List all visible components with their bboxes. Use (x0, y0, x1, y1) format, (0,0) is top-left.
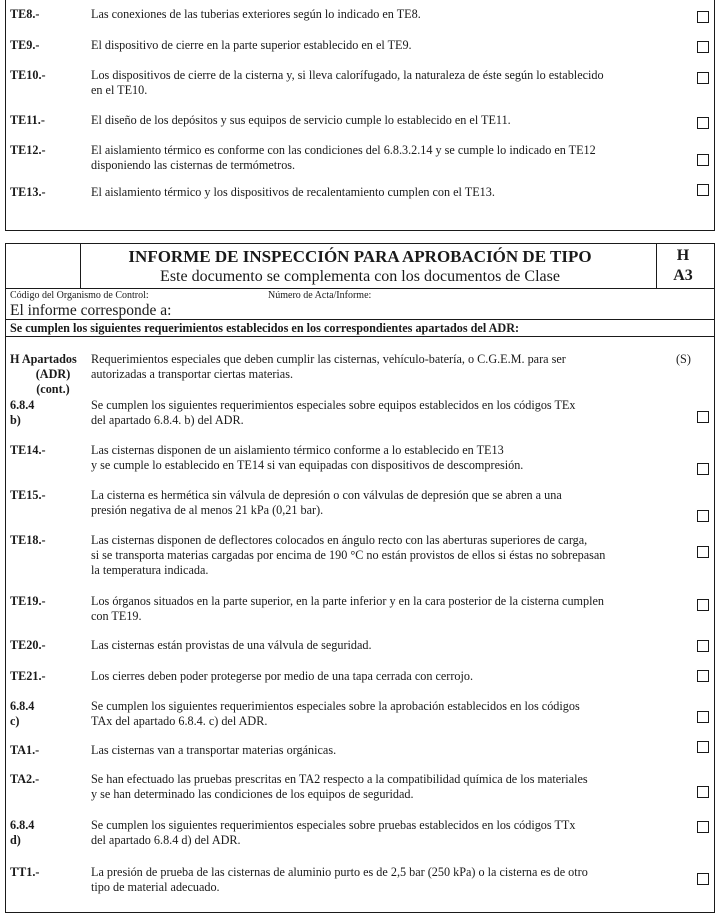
item-text-line: si se transporta materias cargadas por encima de 190 °C no están provistos de ellos si éstas no sobrepasan (91, 548, 606, 562)
item-code: TE18.- (10, 533, 46, 547)
item-text-line: y se cumple lo establecido en TE14 si van equipadas con dispositivos de descompresión. (91, 458, 524, 472)
requirements-intro: Se cumplen los siguientes requerimientos establecidos en los correspondientes apartados del ADR: (10, 321, 520, 335)
label-numero-acta: Número de Acta/Informe: (268, 290, 372, 301)
inspection-report-box (5, 243, 715, 913)
checkbox[interactable] (697, 41, 709, 53)
checkbox[interactable] (697, 821, 709, 833)
item-code: TE12.- (10, 143, 46, 157)
item-text-line: Se cumplen los siguientes requerimientos especiales sobre la aprobación establecidos en los códigos (91, 699, 580, 713)
item-text (91, 743, 336, 758)
checkbox[interactable] (697, 640, 709, 652)
item-text-line: Las conexiones de las tuberias exteriores según lo indicado en TE8. (91, 7, 421, 21)
checkbox[interactable] (697, 117, 709, 129)
item-text-line: la temperatura indicada. (91, 563, 209, 577)
document-code-h: H (676, 247, 690, 264)
item-code: 6.8.4 b) (10, 398, 35, 427)
item-text (91, 185, 495, 200)
item-text (91, 443, 523, 473)
item-text (91, 113, 511, 128)
apartados-code-line: (ADR) (35, 367, 71, 381)
item-text (91, 669, 473, 684)
checkbox[interactable] (697, 786, 709, 798)
item-code: TE14.- (10, 443, 46, 457)
checkbox[interactable] (697, 184, 709, 196)
item-text (91, 772, 588, 802)
item-text (91, 488, 562, 518)
item-code: 6.8.4 d) (10, 818, 35, 847)
item-text-line: El aislamiento térmico y los dispositivos de recalentamiento cumplen con el TE13. (91, 185, 495, 199)
checkbox[interactable] (697, 11, 709, 23)
item-text (91, 143, 596, 173)
item-text-line: presión negativa de al menos 21 kPa (0,21 bar). (91, 503, 324, 517)
checkbox[interactable] (697, 599, 709, 611)
item-code: TA1.- (10, 743, 40, 757)
apartados-text-line: autorizadas a transportar ciertas materias. (91, 367, 294, 381)
apartados-text-line: Requerimientos especiales que deben cumplir las cisternas, vehículo-batería, o C.G.E.M. para ser (91, 352, 566, 366)
item-text-line: La cisterna es hermética sin válvula de depresión o con válvulas de depresión que se abren a una (91, 488, 562, 502)
item-code: TE19.- (10, 594, 46, 608)
checkbox[interactable] (697, 546, 709, 558)
item-code: TE8.- (10, 7, 40, 21)
item-text (91, 38, 412, 53)
item-code: TE20.- (10, 638, 46, 652)
item-code: 6.8.4 c) (10, 699, 35, 728)
item-text-line: El dispositivo de cierre en la parte superior establecido en el TE9. (91, 38, 412, 52)
item-text (91, 533, 605, 578)
apartados-code-line: H Apartados (10, 352, 77, 366)
item-text-line: y se han determinado las condiciones de los equipos de seguridad. (91, 787, 414, 801)
checkbox[interactable] (697, 741, 709, 753)
item-text-line: tipo de material adecuado. (91, 880, 220, 894)
document-code-a3: A3 (673, 267, 693, 284)
item-text (91, 398, 575, 428)
report-subtitle: Este documento se complementa con los documentos de Clase (160, 268, 560, 285)
item-text-line: Las cisternas van a transportar materias orgánicas. (91, 743, 337, 757)
item-text-line: Los órganos situados en la parte superior, en la parte inferior y en la cara posterior de la cisterna cumplen (91, 594, 604, 608)
checkbox[interactable] (697, 411, 709, 423)
item-text-line: con TE19. (91, 609, 142, 623)
item-text (91, 594, 604, 624)
checkbox[interactable] (697, 463, 709, 475)
header-bottom-line (5, 288, 715, 289)
item-text-line: Se cumplen los siguientes requerimientos especiales sobre pruebas establecidos en los códigos TTx (91, 818, 576, 832)
item-code: TE13.- (10, 185, 46, 199)
item-text (91, 638, 372, 653)
item-code: TT1.- (10, 865, 40, 879)
item-text-line: El aislamiento térmico es conforme con las condiciones del 6.8.3.2.14 y se cumple lo indicado en TE12 (91, 143, 596, 157)
report-title: INFORME DE INSPECCIÓN PARA APROBACIÓN DE TIPO (128, 247, 592, 266)
label-organismo-control: Código del Organismo de Control: (10, 290, 149, 301)
checkbox[interactable] (697, 711, 709, 723)
item-code: TA2.- (10, 772, 40, 786)
item-text-line: del apartado 6.8.4. b) del ADR. (91, 413, 244, 427)
apartados-code-line: (cont.) (36, 382, 70, 396)
checkbox[interactable] (697, 873, 709, 885)
s-mark: (S) (676, 352, 691, 366)
item-text-line: Se han efectuado las pruebas prescritas en TA2 respecto a la compatibilidad química de los materiales (91, 772, 588, 786)
item-code: TE9.- (10, 38, 40, 52)
item-text-line: La presión de prueba de las cisternas de aluminio purto es de 2,5 bar (250 kPa) o la cisterna es de otro (91, 865, 588, 879)
item-text-line: Las cisternas disponen de deflectores colocados en ángulo recto con las aberturas superiores de carga, (91, 533, 588, 547)
item-code: TE11.- (10, 113, 45, 127)
item-text-line: en el TE10. (91, 83, 148, 97)
requirements-bottom-line (5, 336, 715, 337)
checkbox[interactable] (697, 72, 709, 84)
item-text-line: Los dispositivos de cierre de la cisterna y, si lleva calorífugado, la naturaleza de éste según lo establecido (91, 68, 604, 82)
item-code: TE15.- (10, 488, 46, 502)
checkbox[interactable] (697, 510, 709, 522)
item-text-line: Las cisternas disponen de un aislamiento térmico conforme a lo establecido en TE13 (91, 443, 504, 457)
item-text-line: Los cierres deben poder protegerse por medio de una tapa cerrada con cerrojo. (91, 669, 474, 683)
apartados-text (91, 352, 671, 382)
item-text (91, 7, 421, 22)
label-informe-corresponde: El informe corresponde a: (10, 302, 172, 319)
item-text (91, 699, 580, 729)
item-text (91, 818, 575, 848)
item-code: TE21.- (10, 669, 46, 683)
item-text-line: TAx del apartado 6.8.4. c) del ADR. (91, 714, 268, 728)
item-text-line: Se cumplen los siguientes requerimientos especiales sobre equipos establecidos en los códigos TEx (91, 398, 576, 412)
checkbox[interactable] (697, 154, 709, 166)
item-text (91, 865, 588, 895)
item-text-line: disponiendo las cisternas de termómetros. (91, 158, 296, 172)
item-text-line: Las cisternas están provistas de una válvula de seguridad. (91, 638, 372, 652)
item-text-line: del apartado 6.8.4 d) del ADR. (91, 833, 241, 847)
apartados-code (10, 352, 90, 397)
checkbox[interactable] (697, 670, 709, 682)
item-code: TE10.- (10, 68, 46, 82)
item-text (91, 68, 604, 98)
item-text-line: El diseño de los depósitos y sus equipos de servicio cumple lo establecido en el TE11. (91, 113, 511, 127)
